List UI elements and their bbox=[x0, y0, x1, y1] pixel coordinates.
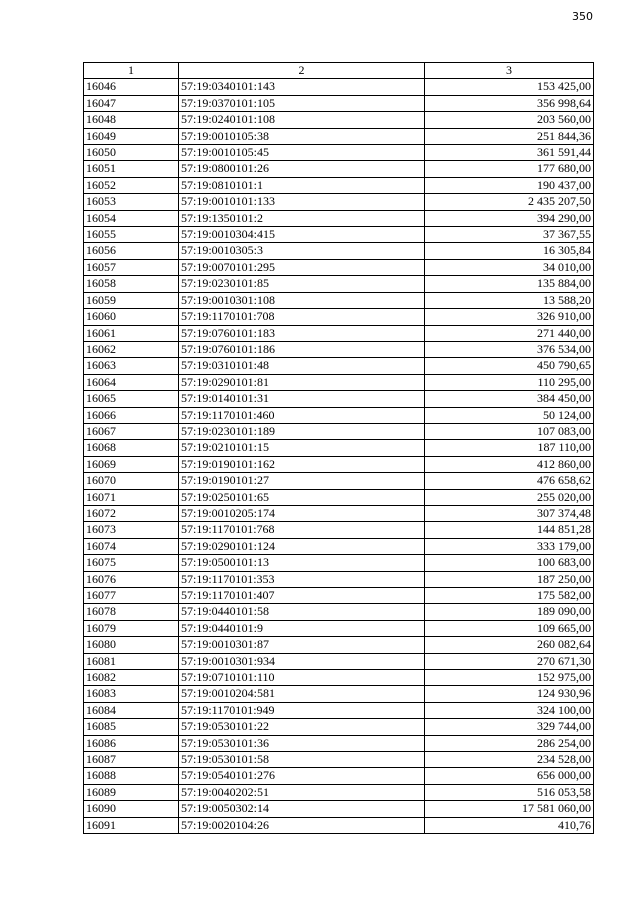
header-row bbox=[84, 63, 594, 79]
cadastral-number-cell: 57:19:0010105:45 bbox=[179, 145, 425, 161]
table-row bbox=[84, 702, 594, 718]
cadastral-number-cell: 57:19:0010101:133 bbox=[179, 194, 425, 210]
cadastral-number-cell: 57:19:1170101:949 bbox=[179, 702, 425, 718]
record-number-cell: 16089 bbox=[84, 784, 179, 800]
record-number-cell: 16056 bbox=[84, 243, 179, 259]
value-cell: 16 305,84 bbox=[425, 243, 594, 259]
table-row bbox=[84, 391, 594, 407]
value-cell: 124 930,96 bbox=[425, 686, 594, 702]
value-cell: 376 534,00 bbox=[425, 341, 594, 357]
table-row bbox=[84, 620, 594, 636]
cadastral-number-cell: 57:19:0050302:14 bbox=[179, 801, 425, 817]
table-row bbox=[84, 358, 594, 374]
value-cell: 260 082,64 bbox=[425, 637, 594, 653]
cadastral-number-cell: 57:19:0010305:3 bbox=[179, 243, 425, 259]
cadastral-number-cell: 57:19:0010204:581 bbox=[179, 686, 425, 702]
value-cell: 187 250,00 bbox=[425, 571, 594, 587]
value-cell: 656 000,00 bbox=[425, 768, 594, 784]
table-row bbox=[84, 538, 594, 554]
value-cell: 270 671,30 bbox=[425, 653, 594, 669]
table-row bbox=[84, 128, 594, 144]
record-number-cell: 16051 bbox=[84, 161, 179, 177]
value-cell: 324 100,00 bbox=[425, 702, 594, 718]
record-number-cell: 16090 bbox=[84, 801, 179, 817]
value-cell: 203 560,00 bbox=[425, 112, 594, 128]
record-number-cell: 16059 bbox=[84, 292, 179, 308]
record-number-cell: 16076 bbox=[84, 571, 179, 587]
record-number-cell: 16068 bbox=[84, 440, 179, 456]
value-cell: 187 110,00 bbox=[425, 440, 594, 456]
value-cell: 50 124,00 bbox=[425, 407, 594, 423]
record-number-cell: 16065 bbox=[84, 391, 179, 407]
table-row bbox=[84, 473, 594, 489]
cadastral-number-cell: 57:19:0070101:295 bbox=[179, 259, 425, 275]
table-row bbox=[84, 341, 594, 357]
cadastral-number-cell: 57:19:0230101:85 bbox=[179, 276, 425, 292]
table-row bbox=[84, 243, 594, 259]
record-number-cell: 16057 bbox=[84, 259, 179, 275]
cadastral-number-cell: 57:19:0810101:1 bbox=[179, 177, 425, 193]
table-row bbox=[84, 670, 594, 686]
table-row bbox=[84, 79, 594, 95]
column-header-2: 2 bbox=[179, 63, 425, 79]
cadastral-number-cell: 57:19:0230101:189 bbox=[179, 423, 425, 439]
table-row bbox=[84, 210, 594, 226]
table-row bbox=[84, 177, 594, 193]
record-number-cell: 16083 bbox=[84, 686, 179, 702]
value-cell: 333 179,00 bbox=[425, 538, 594, 554]
record-number-cell: 16048 bbox=[84, 112, 179, 128]
table-row bbox=[84, 784, 594, 800]
record-number-cell: 16067 bbox=[84, 423, 179, 439]
column-header-1: 1 bbox=[84, 63, 179, 79]
cadastral-number-cell: 57:19:0440101:58 bbox=[179, 604, 425, 620]
record-number-cell: 16080 bbox=[84, 637, 179, 653]
cadastral-number-cell: 57:19:0310101:48 bbox=[179, 358, 425, 374]
cadastral-number-cell: 57:19:1350101:2 bbox=[179, 210, 425, 226]
table-row bbox=[84, 752, 594, 768]
record-number-cell: 16071 bbox=[84, 489, 179, 505]
value-cell: 135 884,00 bbox=[425, 276, 594, 292]
cadastral-number-cell: 57:19:0010301:108 bbox=[179, 292, 425, 308]
table-row bbox=[84, 637, 594, 653]
value-cell: 189 090,00 bbox=[425, 604, 594, 620]
registry-table bbox=[83, 62, 594, 834]
record-number-cell: 16069 bbox=[84, 456, 179, 472]
record-number-cell: 16082 bbox=[84, 670, 179, 686]
value-cell: 109 665,00 bbox=[425, 620, 594, 636]
record-number-cell: 16050 bbox=[84, 145, 179, 161]
cadastral-number-cell: 57:19:0370101:105 bbox=[179, 95, 425, 111]
value-cell: 450 790,65 bbox=[425, 358, 594, 374]
cadastral-number-cell: 57:19:0290101:81 bbox=[179, 374, 425, 390]
value-cell: 326 910,00 bbox=[425, 309, 594, 325]
cadastral-number-cell: 57:19:0250101:65 bbox=[179, 489, 425, 505]
record-number-cell: 16047 bbox=[84, 95, 179, 111]
cadastral-number-cell: 57:19:0340101:143 bbox=[179, 79, 425, 95]
record-number-cell: 16081 bbox=[84, 653, 179, 669]
record-number-cell: 16062 bbox=[84, 341, 179, 357]
table-row bbox=[84, 95, 594, 111]
table-body bbox=[84, 79, 594, 834]
value-cell: 107 083,00 bbox=[425, 423, 594, 439]
table-row bbox=[84, 112, 594, 128]
value-cell: 175 582,00 bbox=[425, 588, 594, 604]
cadastral-number-cell: 57:19:0240101:108 bbox=[179, 112, 425, 128]
record-number-cell: 16054 bbox=[84, 210, 179, 226]
table-row bbox=[84, 768, 594, 784]
cadastral-number-cell: 57:19:1170101:708 bbox=[179, 309, 425, 325]
table-row bbox=[84, 588, 594, 604]
cadastral-number-cell: 57:19:0440101:9 bbox=[179, 620, 425, 636]
table-row bbox=[84, 653, 594, 669]
cadastral-number-cell: 57:19:0760101:183 bbox=[179, 325, 425, 341]
cadastral-number-cell: 57:19:1170101:768 bbox=[179, 522, 425, 538]
value-cell: 37 367,55 bbox=[425, 227, 594, 243]
cadastral-number-cell: 57:19:0530101:36 bbox=[179, 735, 425, 751]
cadastral-number-cell: 57:19:0800101:26 bbox=[179, 161, 425, 177]
value-cell: 307 374,48 bbox=[425, 505, 594, 521]
record-number-cell: 16075 bbox=[84, 555, 179, 571]
value-cell: 100 683,00 bbox=[425, 555, 594, 571]
cadastral-number-cell: 57:19:0210101:15 bbox=[179, 440, 425, 456]
page-number: 350 bbox=[572, 10, 593, 23]
cadastral-number-cell: 57:19:1170101:460 bbox=[179, 407, 425, 423]
value-cell: 17 581 060,00 bbox=[425, 801, 594, 817]
table-row bbox=[84, 423, 594, 439]
cadastral-number-cell: 57:19:0290101:124 bbox=[179, 538, 425, 554]
cadastral-number-cell: 57:19:1170101:407 bbox=[179, 588, 425, 604]
record-number-cell: 16063 bbox=[84, 358, 179, 374]
record-number-cell: 16079 bbox=[84, 620, 179, 636]
record-number-cell: 16086 bbox=[84, 735, 179, 751]
value-cell: 152 975,00 bbox=[425, 670, 594, 686]
value-cell: 255 020,00 bbox=[425, 489, 594, 505]
table-row bbox=[84, 571, 594, 587]
table-row bbox=[84, 686, 594, 702]
record-number-cell: 16060 bbox=[84, 309, 179, 325]
record-number-cell: 16072 bbox=[84, 505, 179, 521]
value-cell: 271 440,00 bbox=[425, 325, 594, 341]
cadastral-number-cell: 57:19:0540101:276 bbox=[179, 768, 425, 784]
table-row bbox=[84, 309, 594, 325]
value-cell: 384 450,00 bbox=[425, 391, 594, 407]
value-cell: 516 053,58 bbox=[425, 784, 594, 800]
record-number-cell: 16064 bbox=[84, 374, 179, 390]
value-cell: 412 860,00 bbox=[425, 456, 594, 472]
table-row bbox=[84, 374, 594, 390]
column-header-3: 3 bbox=[425, 63, 594, 79]
table-row bbox=[84, 407, 594, 423]
table-row bbox=[84, 817, 594, 833]
record-number-cell: 16066 bbox=[84, 407, 179, 423]
table-row bbox=[84, 161, 594, 177]
table-row bbox=[84, 801, 594, 817]
record-number-cell: 16074 bbox=[84, 538, 179, 554]
record-number-cell: 16046 bbox=[84, 79, 179, 95]
record-number-cell: 16058 bbox=[84, 276, 179, 292]
value-cell: 329 744,00 bbox=[425, 719, 594, 735]
value-cell: 2 435 207,50 bbox=[425, 194, 594, 210]
table-header bbox=[84, 63, 594, 79]
value-cell: 394 290,00 bbox=[425, 210, 594, 226]
value-cell: 190 437,00 bbox=[425, 177, 594, 193]
cadastral-number-cell: 57:19:0530101:58 bbox=[179, 752, 425, 768]
cadastral-number-cell: 57:19:0190101:27 bbox=[179, 473, 425, 489]
value-cell: 476 658,62 bbox=[425, 473, 594, 489]
value-cell: 153 425,00 bbox=[425, 79, 594, 95]
cadastral-number-cell: 57:19:0140101:31 bbox=[179, 391, 425, 407]
cadastral-number-cell: 57:19:0010301:87 bbox=[179, 637, 425, 653]
table-row bbox=[84, 292, 594, 308]
cadastral-number-cell: 57:19:0710101:110 bbox=[179, 670, 425, 686]
record-number-cell: 16085 bbox=[84, 719, 179, 735]
value-cell: 234 528,00 bbox=[425, 752, 594, 768]
record-number-cell: 16052 bbox=[84, 177, 179, 193]
record-number-cell: 16073 bbox=[84, 522, 179, 538]
record-number-cell: 16070 bbox=[84, 473, 179, 489]
cadastral-number-cell: 57:19:0500101:13 bbox=[179, 555, 425, 571]
value-cell: 410,76 bbox=[425, 817, 594, 833]
cadastral-number-cell: 57:19:0020104:26 bbox=[179, 817, 425, 833]
record-number-cell: 16061 bbox=[84, 325, 179, 341]
value-cell: 286 254,00 bbox=[425, 735, 594, 751]
cadastral-number-cell: 57:19:0760101:186 bbox=[179, 341, 425, 357]
value-cell: 110 295,00 bbox=[425, 374, 594, 390]
value-cell: 361 591,44 bbox=[425, 145, 594, 161]
record-number-cell: 16088 bbox=[84, 768, 179, 784]
cadastral-number-cell: 57:19:0190101:162 bbox=[179, 456, 425, 472]
record-number-cell: 16049 bbox=[84, 128, 179, 144]
value-cell: 144 851,28 bbox=[425, 522, 594, 538]
table-row bbox=[84, 276, 594, 292]
record-number-cell: 16091 bbox=[84, 817, 179, 833]
table-row bbox=[84, 194, 594, 210]
value-cell: 13 588,20 bbox=[425, 292, 594, 308]
cadastral-number-cell: 57:19:0040202:51 bbox=[179, 784, 425, 800]
table-row bbox=[84, 489, 594, 505]
record-number-cell: 16078 bbox=[84, 604, 179, 620]
table-row bbox=[84, 522, 594, 538]
table-row bbox=[84, 440, 594, 456]
record-number-cell: 16087 bbox=[84, 752, 179, 768]
value-cell: 34 010,00 bbox=[425, 259, 594, 275]
cadastral-number-cell: 57:19:0010304:415 bbox=[179, 227, 425, 243]
table-row bbox=[84, 604, 594, 620]
record-number-cell: 16084 bbox=[84, 702, 179, 718]
cadastral-number-cell: 57:19:1170101:353 bbox=[179, 571, 425, 587]
table-row bbox=[84, 719, 594, 735]
table-row bbox=[84, 505, 594, 521]
table-row bbox=[84, 555, 594, 571]
table-row bbox=[84, 259, 594, 275]
cadastral-number-cell: 57:19:0010205:174 bbox=[179, 505, 425, 521]
value-cell: 356 998,64 bbox=[425, 95, 594, 111]
cadastral-number-cell: 57:19:0010105:38 bbox=[179, 128, 425, 144]
table-row bbox=[84, 145, 594, 161]
table-row bbox=[84, 227, 594, 243]
table-row bbox=[84, 735, 594, 751]
cadastral-number-cell: 57:19:0010301:934 bbox=[179, 653, 425, 669]
record-number-cell: 16053 bbox=[84, 194, 179, 210]
record-number-cell: 16077 bbox=[84, 588, 179, 604]
cadastral-number-cell: 57:19:0530101:22 bbox=[179, 719, 425, 735]
value-cell: 251 844,36 bbox=[425, 128, 594, 144]
value-cell: 177 680,00 bbox=[425, 161, 594, 177]
table-row bbox=[84, 325, 594, 341]
table-row bbox=[84, 456, 594, 472]
record-number-cell: 16055 bbox=[84, 227, 179, 243]
